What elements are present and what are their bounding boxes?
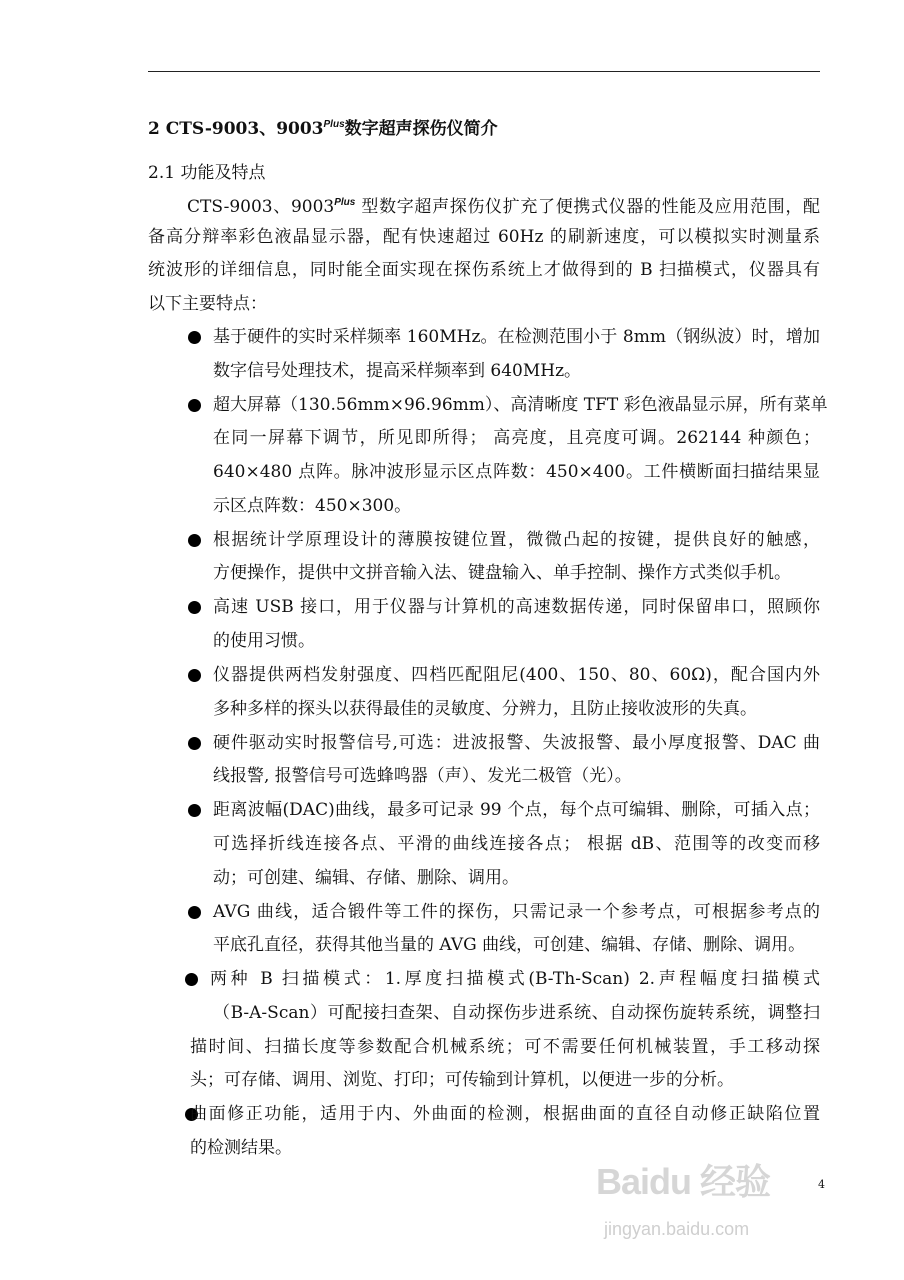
bullet-line: AVG 曲线，适合锻件等工件的探伤，只需记录一个参考点，可根据参考点的	[213, 901, 820, 922]
section-heading	[148, 114, 498, 139]
intro-line: 备高分辩率彩色液晶显示器，配有快速超过 60Hz 的刷新速度，可以模拟实时测量系	[148, 226, 820, 247]
watermark-url: jingyan.baidu.com	[604, 1219, 750, 1239]
bullet-line: 描时间、扫描长度等参数配合机械系统；可不需要任何机械装置，手工移动探	[190, 1036, 820, 1057]
bullet-line: 超大屏幕（130.56mm×96.96mm）、高清晰度 TFT 彩色液晶显示屏，所有菜单	[213, 394, 828, 415]
heading-text: 2 CTS-9003、9003	[148, 119, 324, 139]
watermark-logo: Baidu 经验	[596, 1161, 771, 1202]
bullet-icon	[188, 737, 201, 750]
bullet-icon	[185, 973, 198, 986]
bullet-line: 仪器提供两档发射强度、四档匹配阻尼(400、150、80、60Ω)，配合国内外	[213, 665, 820, 685]
intro-line: 统波形的详细信息，同时能全面实现在探伤系统上才做得到的 B 扫描模式，仪器具有	[148, 260, 820, 281]
bullet-icon	[188, 331, 201, 344]
bullet-line: 的使用习惯。	[213, 630, 315, 651]
bullet-line: 数字信号处理技术，提高采样频率到 640MHz。	[213, 360, 582, 381]
subsection-heading: 2.1 功能及特点	[148, 163, 266, 183]
intro-text-suffix: 型数字超声探伤仪扩充了便携式仪器的性能及应用范围，配	[355, 197, 820, 217]
bullet-line: 方便操作，提供中文拼音输入法、键盘输入、单手控制、操作方式类似手机。	[213, 563, 791, 584]
bullet-line: 640×480 点阵。脉冲波形显示区点阵数：450×400。工件横断面扫描结果显	[213, 461, 820, 482]
bullet-icon	[188, 601, 201, 614]
bullet-line: 基于硬件的实时采样频率 160MHz。在检测范围小于 8mm（钢纵波）时，增加	[213, 327, 820, 347]
bullet-line: 示区点阵数：450×300。	[213, 495, 412, 516]
bullet-line: 的检测结果。	[190, 1137, 292, 1158]
bullet-icon	[188, 534, 201, 547]
bullet-line: 可选择折线连接各点、平滑的曲线连接各点； 根据 dB、范围等的改变而移	[213, 834, 820, 854]
bullet-icon	[188, 804, 201, 817]
header-rule	[148, 71, 820, 72]
bullet-icon	[188, 399, 201, 412]
bullet-line: 头；可存储、调用、浏览、打印；可传输到计算机，以便进一步的分析。	[190, 1070, 734, 1091]
intro-line	[187, 191, 820, 215]
intro-line: 以下主要特点：	[148, 293, 267, 314]
bullet-line: 根据统计学原理设计的薄膜按键位置，微微凸起的按键，提供良好的触感，	[213, 529, 820, 550]
bullet-line: 线报警, 报警信号可选蜂鸣器（声）、发光二极管（光）。	[213, 766, 632, 787]
bullet-line: 多种多样的探头以获得最佳的灵敏度、分辨力，且防止接收波形的失真。	[213, 698, 757, 719]
intro-superscript: Plus	[334, 197, 356, 208]
heading-text-suffix: 数字超声探伤仪简介	[344, 119, 498, 139]
bullet-line: 曲面修正功能，适用于内、外曲面的检测，根据曲面的直径自动修正缺陷位置	[190, 1104, 820, 1125]
bullet-line: 两种 B 扫描模式：1.厚度扫描模式(B-Th-Scan) 2.声程幅度扫描模式	[210, 969, 820, 990]
bullet-line: 在同一屏幕下调节，所见即所得； 高亮度，且亮度可调。262144 种颜色；	[213, 428, 820, 449]
baidu-watermark	[596, 1160, 801, 1270]
bullet-line: 高速 USB 接口，用于仪器与计算机的高速数据传递，同时保留串口，照顾你	[213, 597, 820, 618]
bullet-line: 距离波幅(DAC)曲线，最多可记录 99 个点，每个点可编辑、删除，可插入点；	[213, 800, 820, 821]
bullet-line: 动；可创建、编辑、存储、删除、调用。	[213, 867, 519, 888]
bullet-icon	[188, 669, 201, 682]
page-number: 4	[818, 1178, 825, 1191]
bullet-icon	[188, 906, 201, 919]
bullet-line: 硬件驱动实时报警信号,可选：进波报警、失波报警、最小厚度报警、DAC 曲	[213, 732, 820, 753]
heading-superscript: Plus	[323, 119, 345, 130]
intro-text: CTS-9003、9003	[187, 197, 335, 217]
bullet-line: 平底孔直径，获得其他当量的 AVG 曲线，可创建、编辑、存储、删除、调用。	[213, 935, 806, 956]
bullet-line: （B-A-Scan）可配接扫查架、自动探伤步进系统、自动探伤旋转系统，调整扫	[213, 1003, 820, 1023]
